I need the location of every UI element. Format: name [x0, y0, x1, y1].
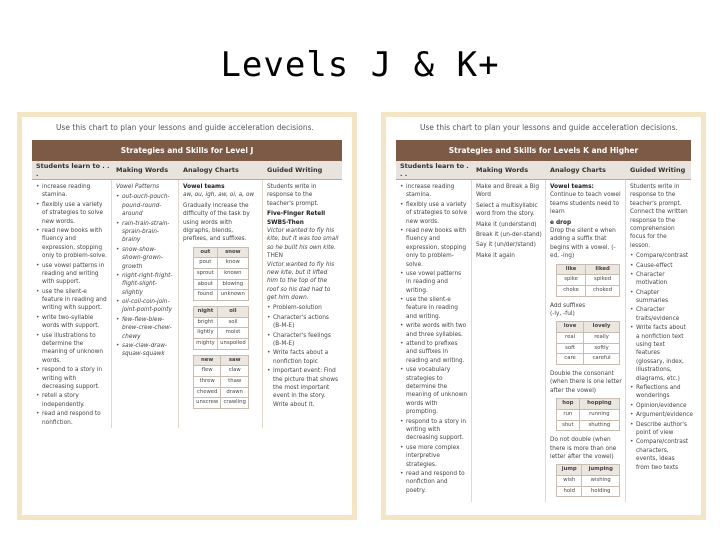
table-cell: known — [217, 269, 248, 280]
level-k-chart — [381, 112, 706, 520]
list-item: • respond to a story in writing with decreasing support. — [36, 366, 108, 391]
list-item: • saw-claw-draw-squaw-squawk — [116, 342, 175, 359]
guided-writing-intro: Students write in response to the teacher's prompt. — [267, 184, 319, 207]
column-header: Students learn to . . . — [36, 162, 110, 178]
word-table — [556, 264, 620, 297]
table-cell: softly — [584, 343, 620, 354]
list-item: • Argument/evidence — [630, 411, 688, 419]
table-cell: saw — [221, 355, 249, 366]
suffix-subtitle: (-ly, -ful) — [550, 310, 575, 317]
table-cell: new — [194, 355, 221, 366]
table-cell: drawn — [221, 387, 249, 398]
list-item: • Reflections and wonderings — [630, 384, 688, 401]
word-table — [556, 398, 620, 431]
table-cell: liked — [586, 264, 620, 275]
guided-writing-example: Victor wanted to fly his new kite, but it lifted him to the top of the roof so his dad had to get him down. — [267, 261, 335, 302]
table-cell: holding — [582, 486, 620, 497]
word-table — [193, 247, 249, 301]
list-item: • Character motivation — [630, 271, 688, 288]
table-cell: flew — [194, 366, 221, 377]
making-words-item: Break it (un-der-stand) — [476, 231, 542, 238]
list-item: • Describe author's point of view — [630, 421, 688, 438]
list-item: • Character's feelings (B-M-E) — [267, 332, 339, 349]
table-cell: oil — [217, 307, 248, 318]
list-item: • flexibly use a variety of strategies to solve new words. — [400, 201, 468, 226]
table-cell: spiked — [586, 275, 620, 286]
analogy-edrop-text: Drop the silent e when adding a suffix that begins with a vowel. (-ed, -ing) — [550, 227, 616, 260]
analogy-charts-column — [546, 180, 626, 502]
list-item: • write two-syllable words with support. — [36, 314, 108, 331]
table-cell: moist — [217, 328, 248, 339]
chart-instruction: Use this chart to plan your lessons and guide acceleration decisions. — [56, 123, 314, 132]
chart-instruction: Use this chart to plan your lessons and guide acceleration decisions. — [420, 123, 678, 132]
making-words-item: Say it (un/der/stand) — [476, 242, 536, 249]
table-cell: mighty — [194, 339, 218, 350]
level-j-chart — [17, 112, 357, 520]
no-double-text: Do not double (when there is more than one letter after the vowel) — [550, 437, 617, 460]
table-cell: jump — [557, 465, 582, 476]
table-cell: real — [557, 332, 584, 343]
list-item: • snow-show-shown-grown-growth — [116, 246, 175, 271]
table-cell: about — [194, 279, 218, 290]
table-cell: jumping — [582, 465, 620, 476]
analogy-subtitle: aw, ou, igh, aw, oi, a, ow — [183, 192, 255, 199]
table-cell: really — [584, 332, 620, 343]
making-words-item: Make and Break a Big Word — [476, 184, 540, 199]
table-cell: lightly — [194, 328, 218, 339]
table-cell: lovely — [584, 322, 620, 333]
double-consonant-text: Double the consonant (when there is one letter after the vowel) — [550, 371, 622, 394]
table-cell: shutting — [579, 420, 619, 431]
column-header: Making Words — [116, 166, 169, 174]
list-item: • Character's actions (B-M-E) — [267, 314, 339, 331]
list-item: • Cause-effect — [630, 262, 688, 270]
table-cell: hop — [557, 399, 580, 410]
list-item: • increase reading stamina. — [36, 183, 108, 200]
word-table — [556, 464, 620, 497]
list-item: • attend to prefixes and suffixes in reading and writing. — [400, 340, 468, 365]
list-item: • few-flew-blew-brew-crew-chew-chewy — [116, 316, 175, 341]
word-table — [193, 355, 249, 409]
table-cell: bright — [194, 317, 218, 328]
list-item: • increase reading stamina. — [400, 183, 468, 200]
list-item: • out-ouch-pouch-pound-round-around — [116, 193, 175, 218]
list-item: • use more complex interpretive strategies. — [400, 444, 468, 469]
guided-writing-intro: Students write in response to the teacher's prompt. Connect the written response to the comprehension focus for the lesson. — [630, 184, 688, 249]
list-item: • retell a story independently. — [36, 392, 108, 409]
column-header: Students learn to . . . — [400, 162, 469, 178]
making-words-title: Vowel Patterns — [116, 184, 160, 190]
column-header: Guided Writing — [630, 166, 686, 174]
list-item: • Write facts about a nonfiction text using text features (glossary, index, illustrations, diagrams, etc.) — [630, 324, 688, 383]
list-item: • read and respond to nonfiction and poetry. — [400, 470, 468, 495]
learn-column — [396, 180, 472, 502]
column-header: Making Words — [476, 166, 529, 174]
table-cell: run — [557, 409, 580, 420]
list-item: • Problem-solution — [267, 304, 339, 312]
learn-column — [32, 180, 112, 428]
word-table — [556, 321, 620, 365]
table-cell: shut — [557, 420, 580, 431]
list-item: • use vocabulary strategies to determine the meaning of unknown words with prompting. — [400, 366, 468, 416]
table-cell: love — [557, 322, 584, 333]
list-item: • use vowel patterns in reading and writing. — [400, 270, 468, 295]
table-cell: wishing — [582, 476, 620, 487]
word-table — [193, 306, 249, 350]
list-item: • oil-coil-coin-join-joint-point-pointy — [116, 298, 175, 315]
list-item: • Compare/contrast characters, events, ideas from two texts — [630, 438, 688, 472]
list-item: • Character traits/evidence — [630, 306, 688, 323]
slide-title: Levels J & K+ — [220, 45, 500, 85]
list-item: • rain-train-strain-sprain-brain-brainy — [116, 220, 175, 245]
making-words-column — [472, 180, 546, 502]
table-cell: wish — [557, 476, 582, 487]
list-item: • Write facts about a nonfiction topic — [267, 349, 339, 366]
table-cell: like — [557, 264, 586, 275]
table-cell: chewed — [194, 387, 221, 398]
analogy-text: Continue to teach vowel teams students need to learn — [550, 192, 621, 216]
table-cell: care — [557, 354, 584, 365]
table-cell: know — [217, 258, 248, 269]
table-cell: thaw — [221, 377, 249, 388]
table-cell: hold — [557, 486, 582, 497]
table-cell: running — [579, 409, 619, 420]
list-item: • use illustrations to determine the meaning of unknown words. — [36, 332, 108, 366]
table-cell: found — [194, 290, 218, 301]
list-item: • read new books with fluency and expression, stopping only to problem-solve. — [36, 227, 108, 261]
list-item: • Opinion/evidence — [630, 402, 688, 410]
analogy-charts-column — [179, 180, 263, 428]
list-item: • Chapter summaries — [630, 289, 688, 306]
table-cell: spike — [557, 275, 586, 286]
guided-writing-example: Victor wanted to fly his kite, but it was too small so he built his own kite. — [267, 227, 339, 251]
list-item: • night-right-fright-flight-slight-slightly — [116, 272, 175, 297]
list-item: • flexibly use a variety of strategies to solve new words. — [36, 201, 108, 226]
making-words-column — [112, 180, 179, 428]
table-cell: night — [194, 307, 218, 318]
table-cell: pout — [194, 258, 218, 269]
table-cell: blowing — [217, 279, 248, 290]
guided-writing-then: THEN — [267, 253, 283, 260]
table-cell: claw — [221, 366, 249, 377]
table-cell: soil — [217, 317, 248, 328]
chart-banner: Strategies and Skills for Levels K and Higher — [396, 140, 691, 161]
suffix-title: Add suffixes — [550, 302, 586, 309]
guided-writing-heading: SWBS-Then — [267, 219, 304, 226]
table-cell: unspoiled — [217, 339, 248, 350]
making-words-item: Make it (understand) — [476, 221, 537, 228]
table-cell: threw — [194, 377, 221, 388]
chart-banner: Strategies and Skills for Level J — [32, 140, 342, 161]
table-cell: out — [194, 247, 218, 258]
list-item: • respond to a story in writing with decreasing support. — [400, 418, 468, 443]
table-cell: careful — [584, 354, 620, 365]
table-cell: unknown — [217, 290, 248, 301]
table-cell: choke — [557, 285, 586, 296]
table-cell: sprout — [194, 269, 218, 280]
list-item: • read new books with fluency and expression, stopping only to problem-solve. — [400, 227, 468, 269]
table-cell: choked — [586, 285, 620, 296]
table-cell: crawling — [221, 398, 249, 409]
list-item: • Important event: Find the picture that shows the most important event in the story. Write about it. — [267, 367, 339, 409]
guided-writing-column — [263, 180, 342, 428]
column-header: Analogy Charts — [183, 166, 239, 174]
guided-writing-heading: Five-Finger Retell — [267, 211, 326, 218]
analogy-title: Vowel teams — [183, 184, 225, 190]
list-item: • use the silent-e feature in reading and writing with support. — [36, 288, 108, 313]
table-cell: hopping — [579, 399, 619, 410]
analogy-edrop-title: e drop — [550, 219, 572, 226]
analogy-text: Gradually increase the difficulty of the task by using words with digraphs, blends, prefixes, and suffixes. — [183, 202, 250, 243]
table-cell: unscrew — [194, 398, 221, 409]
making-words-item: Make it again — [476, 252, 515, 259]
analogy-title: Vowel teams: — [550, 184, 594, 190]
column-headers — [396, 161, 691, 180]
list-item: • Compare/contrast — [630, 252, 688, 260]
column-header: Analogy Charts — [550, 166, 606, 174]
column-header: Guided Writing — [267, 166, 323, 174]
list-item: • use the silent-e feature in reading and writing. — [400, 296, 468, 321]
list-item: • read and respond to nonfiction. — [36, 410, 108, 427]
table-cell: snow — [217, 247, 248, 258]
list-item: • write words with two and three syllables. — [400, 322, 468, 339]
column-headers — [32, 161, 342, 180]
list-item: • use vowel patterns in reading and writing with support. — [36, 262, 108, 287]
guided-writing-column — [626, 180, 691, 502]
making-words-item: Select a multisyllabic word from the story. — [476, 202, 538, 218]
table-cell: soft — [557, 343, 584, 354]
